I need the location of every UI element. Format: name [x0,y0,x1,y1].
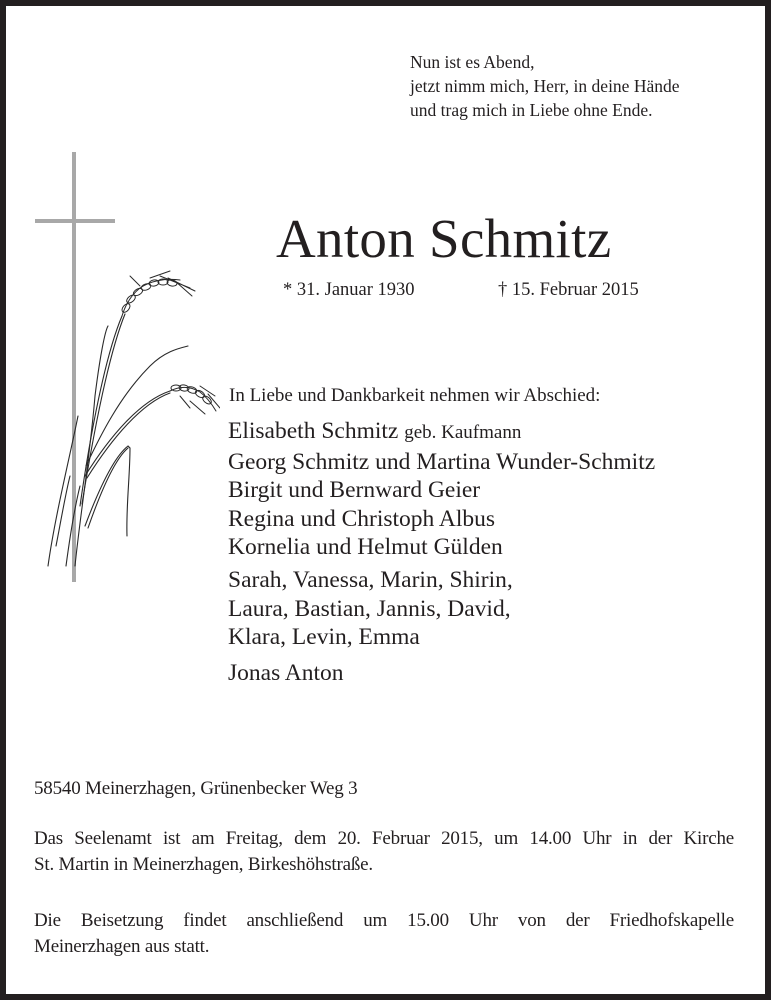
deceased-name: Anton Schmitz [276,208,612,269]
wheat-icon [30,236,220,576]
spouse-name: Elisabeth Schmitz [228,418,399,444]
verse [410,50,680,122]
great-grandchild-line: Jonas Anton [228,660,344,686]
mass-line: St. Martin in Meinerzhagen, Birkeshöhstraße. [34,854,373,875]
family-group-grandchildren [228,566,513,652]
child-line: Regina und Christoph Albus [228,505,495,532]
grandchildren-line: Laura, Bastian, Jannis, David, [228,595,511,622]
death-date: † 15. Februar 2015 [498,280,639,300]
spouse-line [228,417,655,448]
address: 58540 Meinerzhagen, Grünenbecker Weg 3 [34,778,358,799]
child-line: Georg Schmitz und Martina Wunder-Schmitz [228,448,656,475]
mass-line: Das Seelenamt ist am Freitag, dem 20. Februar 2015, um 14.00 Uhr in der Kirche [34,828,734,849]
obituary-page [6,6,765,994]
cross-bar [35,219,115,223]
family-group-children [228,417,655,562]
verse-line: Nun ist es Abend, [410,52,535,72]
child-line: Kornelia und Helmut Gülden [228,534,503,560]
verse-line: und trag mich in Liebe ohne Ende. [410,100,653,120]
child-line: Birgit und Bernward Geier [228,477,481,503]
grandchildren-line: Klara, Levin, Emma [228,624,420,650]
spouse-maiden-name: geb. Kaufmann [404,422,522,443]
farewell-intro: In Liebe und Dankbarkeit nehmen wir Abschied: [229,385,601,406]
burial-info [34,908,734,960]
family-group-great-grandchildren [228,659,344,688]
burial-line: Die Beisetzung findet anschließend um 15.00 Uhr von der Friedhofskapelle [34,910,734,931]
verse-line: jetzt nimm mich, Herr, in deine Hände [410,76,680,96]
grandchildren-line: Sarah, Vanessa, Marin, Shirin, [228,567,513,593]
requiem-mass-info [34,826,734,878]
birth-date: * 31. Januar 1930 [283,280,415,300]
burial-line: Meinerzhagen aus statt. [34,936,210,957]
